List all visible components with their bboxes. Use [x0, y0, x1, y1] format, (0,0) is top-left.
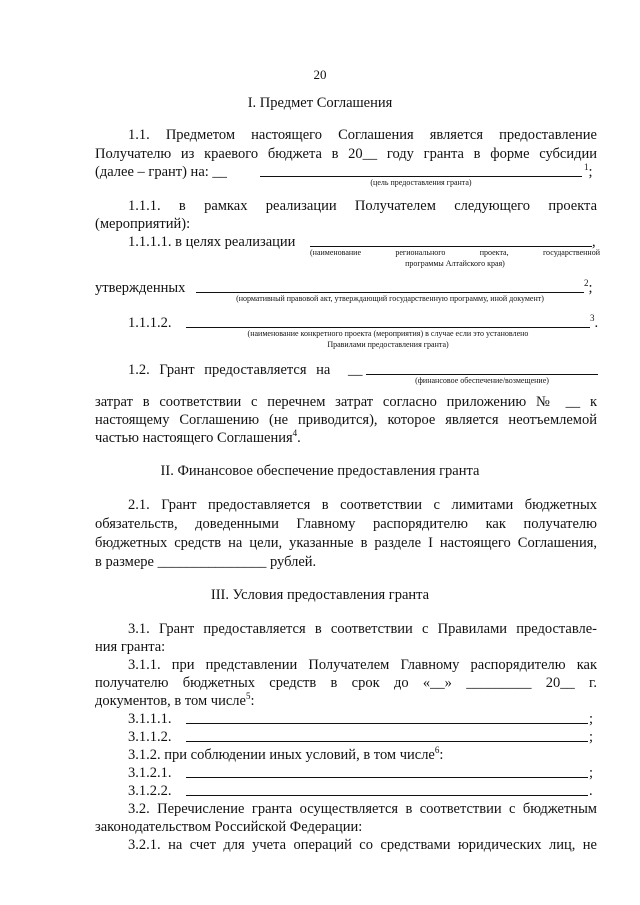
caption-fin: (финансовое обеспечение/возмещение) — [415, 376, 549, 385]
p-1-2-blank-prefix: __ — [348, 362, 363, 378]
p-3-1-1-line3-text: документов, в том числе — [95, 693, 246, 709]
p-2-1-line3: бюджетных средств на цели, указанные в разделе I настоящего Соглашения, — [95, 535, 597, 551]
p-2-1-line2: обязательств, доведенными Главному распорядителю как получателю — [95, 516, 597, 532]
caption-program-line2: программы Алтайского края) — [405, 259, 505, 268]
p-3-1-line2: ния гранта: — [95, 639, 166, 655]
footnote-1-marker: 1 — [584, 162, 589, 173]
fin-blank-line — [366, 374, 598, 375]
p-3-1-1-1-end: ; — [589, 711, 594, 727]
caption-project-line1: (наименование конкретного проекта (мероприятия) в случае если это установлено — [247, 329, 529, 338]
p-3-1-2-text: 3.1.2. при соблюдении иных условий, в том числе — [128, 747, 435, 763]
p-3-1-1-1: 3.1.1.1. — [128, 711, 172, 727]
p-1-1-1-1: 1.1.1.1. в целях реализации — [128, 234, 296, 250]
p-1-1-1-line1: 1.1.1. в рамках реализации Получателем следующего проекта — [128, 198, 597, 214]
blank-3-1-1-2 — [186, 741, 588, 742]
footnote-5-marker: 5 — [245, 691, 251, 702]
section-1-heading: I. Предмет Соглашения — [247, 95, 393, 111]
caption-program-line1: (наименование регионального проекта, государственной — [310, 248, 600, 257]
p-1-1-1-2-end — [590, 314, 598, 332]
p-1-2-line2: затрат в соответствии с перечнем затрат согласно приложению № __ к — [95, 394, 597, 410]
blank-3-1-1-1 — [186, 723, 588, 724]
p-3-1-1-line1: 3.1.1. при представлении Получателем Главному распорядителю как — [128, 657, 597, 673]
p-3-2-1-line1: 3.2.1. на счет для учета операций со средствами юридических лиц, не — [128, 837, 597, 853]
footnote-6-marker: 6 — [434, 745, 440, 756]
blank-3-1-2-1 — [186, 777, 588, 778]
p-3-1-1-2-end: ; — [589, 729, 594, 745]
caption-project-line2: Правилами предоставления гранта) — [327, 340, 449, 349]
semicolon: ; — [588, 164, 593, 180]
p-1-1-line3: (далее – грант) на: __ — [95, 164, 227, 180]
caption-goal: (цель предоставления гранта) — [370, 178, 472, 187]
period: . — [297, 430, 301, 446]
p-1-1-line2: Получателю из краевого бюджета в 20__ году гранта в форме субсидии — [95, 146, 597, 162]
p-3-1-2-2-end: . — [589, 783, 593, 799]
program-blank-line — [310, 246, 592, 247]
p-1-2-line4-text: частью настоящего Соглашения — [95, 430, 293, 446]
page-number: 20 — [313, 67, 327, 82]
p-3-2-line1: 3.2. Перечисление гранта осуществляется в соответствии с бюджетным — [128, 801, 597, 817]
footnote-3-marker: 3 — [590, 313, 595, 324]
colon: : — [439, 747, 444, 763]
act-blank-line — [196, 292, 584, 293]
blank-3-1-2-2 — [186, 795, 588, 796]
approved-label: утвержденных — [95, 280, 186, 296]
approved-end — [584, 279, 593, 297]
p-1-1-1-1-end: , — [592, 234, 596, 250]
footnote-2-marker: 2 — [584, 278, 589, 289]
p-1-2-line1: 1.2. Грант предоставляется на — [128, 362, 331, 378]
caption-act: (нормативный правовой акт, утверждающий государственную программу, иной документ) — [236, 294, 544, 303]
p-1-2-line4 — [95, 429, 301, 447]
p-2-1-line1: 2.1. Грант предоставляется в соответствии с лимитами бюджетных — [128, 497, 597, 513]
p-3-1-1-line2: получателю бюджетных средств в срок до «__» _________ 20__ г. — [95, 675, 597, 691]
section-3-heading: III. Условия предоставления гранта — [210, 587, 430, 603]
p-1-1-1-2: 1.1.1.2. — [128, 315, 172, 331]
p-2-1-line4: в размере _______________ рублей. — [95, 554, 317, 570]
p-3-1-2-1: 3.1.2.1. — [128, 765, 172, 781]
p-1-1-line1: 1.1. Предметом настоящего Соглашения является предоставление — [128, 127, 597, 143]
p-1-1-1-line2: (мероприятий): — [95, 216, 191, 232]
colon: : — [250, 693, 255, 709]
goal-blank-line — [260, 176, 582, 177]
section-2-heading: II. Финансовое обеспечение предоставления гранта — [160, 463, 480, 479]
p-3-1-2-2: 3.1.2.2. — [128, 783, 172, 799]
p-3-2-line2: законодательством Российской Федерации: — [95, 819, 363, 835]
period: . — [594, 315, 599, 331]
p-1-1-line3-end — [584, 163, 593, 181]
p-1-2-line3: настоящему Соглашению (не приводится), которое является неотъемлемой — [95, 412, 597, 428]
project-blank-line — [186, 327, 590, 328]
p-3-1-2 — [128, 746, 443, 764]
p-3-1-line1: 3.1. Грант предоставляется в соответствии с Правилами предоставле- — [128, 621, 597, 637]
p-3-1-2-1-end: ; — [589, 765, 594, 781]
footnote-4-marker: 4 — [292, 428, 298, 439]
semicolon: ; — [588, 280, 593, 296]
p-3-1-1-line3 — [95, 692, 254, 710]
p-3-1-1-2: 3.1.1.2. — [128, 729, 172, 745]
